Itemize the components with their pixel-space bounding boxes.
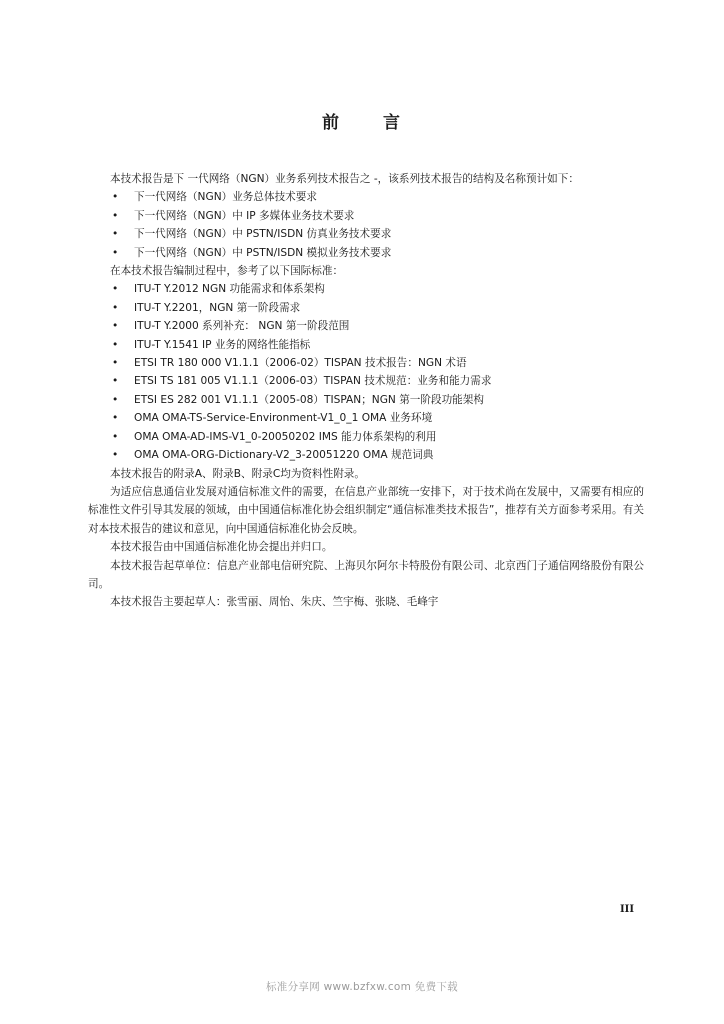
foreword-body (88, 170, 644, 612)
bullet-icon: • (112, 449, 119, 462)
list-item: • ETSI TR 180 000 V1.1.1（2006-02）TISPAN 技术报告：NGN 术语 (88, 354, 644, 372)
list-item: • ETSI ES 282 001 V1.1.1（2005-08）TISPAN；NGN 第一阶段功能架构 (88, 391, 644, 409)
list-item: • OMA OMA-TS-Service-Environment-V1_0_1 OMA 业务环境 (88, 409, 644, 427)
list-item: • 下一代网络（NGN）业务总体技术要求 (88, 188, 644, 206)
bullet-icon: • (112, 301, 119, 314)
footer-watermark: 标准分享网 www.bzfxw.com 免费下载 (266, 981, 458, 993)
page-number: III (620, 904, 635, 915)
bullet-icon: • (112, 412, 119, 425)
drafters-text: 本技术报告主要起草人：张雪丽、周怡、朱庆、竺宇梅、张晓、毛峰宇 (110, 596, 439, 609)
list-item: • 下一代网络（NGN）中 IP 多媒体业务技术要求 (88, 207, 644, 225)
list-item: • ITU-T Y.1541 IP 业务的网络性能指标 (88, 336, 644, 354)
series-list (88, 188, 644, 262)
bullet-icon: • (112, 283, 119, 296)
list-item: • ITU-T Y.2012 NGN 功能需求和体系架构 (88, 280, 644, 298)
bullet-icon: • (112, 375, 119, 388)
list-item: • OMA OMA-ORG-Dictionary-V2_3-20051220 OMA 规范词典 (88, 446, 644, 464)
list-item: • OMA OMA-AD-IMS-V1_0-20050202 IMS 能力体系架构的利用 (88, 428, 644, 446)
list-item: • ITU-T Y.2201，NGN 第一阶段需求 (88, 299, 644, 317)
title-char-1: 前 (322, 113, 341, 133)
page-title (0, 108, 724, 133)
reference-list (88, 280, 644, 464)
proposer-text: 本技术报告由中国通信标准化协会提出并归口。 (110, 541, 333, 554)
bullet-icon: • (112, 357, 119, 370)
intro-text: 本技术报告是下 一代网络（NGN）业务系列技术报告之 -，该系列技术报告的结构及名称预计如下： (110, 173, 579, 185)
title-char-2: 言 (383, 113, 402, 133)
list-item: • ETSI TS 181 005 V1.1.1（2006-03）TISPAN 技术规范：业务和能力需求 (88, 372, 644, 390)
drafting-units: 本技术报告起草单位：信息产业部电信研究院、上海贝尔阿尔卡特股份有限公司、北京西门子通信网络股份有限公司。 (88, 559, 644, 590)
list-item: • 下一代网络（NGN）中 PSTN/ISDN 模拟业务技术要求 (88, 244, 644, 262)
list-item: • 下一代网络（NGN）中 PSTN/ISDN 仿真业务技术要求 (88, 225, 644, 243)
reference-intro: 在本技术报告编制过程中，参考了以下国际标准： (110, 265, 344, 278)
purpose-paragraph: 为适应信息通信业发展对通信标准文件的需要，在信息产业部统一安排下，对于技术尚在发展中，又需要有相应的标准性文件引导其发展的领域，由中国通信标准化协会组织制定“通信标准类技术报告”，推荐有关方面参考采用。有关对本技术报告的建议和意见，向中国通信标准化协会反映。 (88, 485, 644, 535)
bullet-icon: • (112, 191, 119, 204)
appendix-note: 本技术报告的附录A、附录B、附录C均为资料性附录。 (110, 467, 365, 480)
bullet-icon: • (112, 320, 119, 333)
bullet-icon: • (112, 338, 119, 351)
bullet-icon: • (112, 228, 119, 241)
list-item: • ITU-T Y.2000 系列补充： NGN 第一阶段范围 (88, 317, 644, 335)
bullet-icon: • (112, 209, 119, 222)
bullet-icon: • (112, 430, 119, 443)
bullet-icon: • (112, 393, 119, 406)
bullet-icon: • (112, 246, 119, 259)
